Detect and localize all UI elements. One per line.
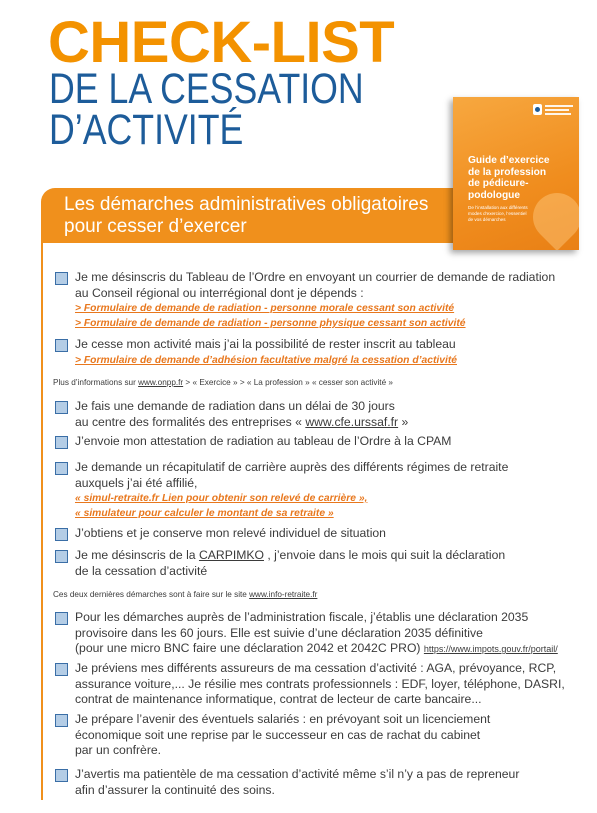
item-text-line — [75, 641, 558, 658]
info-retraite-link[interactable]: www.info-retraite.fr — [249, 590, 318, 599]
checklist-item-assureurs — [0, 661, 597, 706]
checklist-item-text — [75, 661, 565, 708]
checklist-item-radiation-cfe — [0, 399, 597, 429]
checkbox-icon[interactable] — [55, 339, 68, 352]
checkbox-icon[interactable] — [55, 612, 68, 625]
item-text-line: contrat de maintenance informatique, contrat de lecteur de carte bancaire... — [75, 692, 482, 706]
order-logo-icon — [533, 103, 573, 117]
logo-line — [545, 105, 573, 107]
checklist-item-salaries — [0, 712, 597, 757]
item-text-line: par un confrère. — [75, 743, 162, 757]
page-title-line3: D’ACTIVITÉ — [49, 106, 244, 154]
booklet-title-line: de pédicure- — [468, 178, 529, 189]
checklist-item-text — [75, 399, 408, 430]
item-text-segment: » — [398, 414, 409, 429]
booklet-title — [468, 155, 550, 201]
form-link-radiation-personne-physique[interactable]: > Formulaire de demande de radiation - personne physique cessant son activité — [75, 318, 466, 329]
checklist-item-radiation-ordre — [0, 270, 597, 329]
checkbox-icon[interactable] — [55, 528, 68, 541]
onpp-link[interactable]: www.onpp.fr — [138, 378, 184, 387]
checkbox-icon[interactable] — [55, 550, 68, 563]
checklist-item-attestation-cpam — [0, 434, 597, 450]
item-text-line: provisoire dans les 60 jours. Elle est suivie d’une déclaration 2035 définitive — [75, 625, 483, 640]
simulateur-retraite-link[interactable]: « simulateur pour calculer le montant de sa retraite » — [75, 508, 334, 519]
carpimko-link[interactable]: CARPIMKO — [198, 548, 264, 562]
item-text-line — [75, 415, 408, 431]
info-note-onpp — [53, 378, 393, 388]
item-text-line: Je cesse mon activité mais j’ai la possibilité de rester inscrit au tableau — [75, 337, 456, 351]
simul-retraite-link[interactable]: « simul-retraite.fr Lien pour obtenir son relevé de carrière », — [75, 493, 368, 504]
item-text-line: au Conseil régional ou interrégional dont je dépends : — [75, 285, 364, 300]
item-text-segment: Je me désinscris de la — [75, 548, 199, 562]
item-text-line: J’obtiens et je conserve mon relevé individuel de situation — [75, 526, 386, 540]
note-text: Ces deux dernières démarches sont à faire sur le site — [53, 590, 250, 599]
checklist-item-text — [75, 270, 555, 331]
section-banner-line1: Les démarches administratives obligatoires — [64, 194, 429, 215]
item-text-line: économique soit une reprise par le successeur en cas de rachat du cabinet — [75, 727, 481, 742]
booklet-title-line: Guide d’exercice — [468, 155, 550, 166]
item-text-line — [75, 548, 505, 564]
checklist-item-patientele — [0, 767, 597, 797]
logo-line — [545, 109, 569, 111]
note-text: > « Exercice » > « La profession » « cesser son activité » — [183, 378, 393, 387]
item-text-line: Pour les démarches auprès de l’administration fiscale, j’établis une déclaration 2035 — [75, 610, 529, 624]
logo-mark — [533, 104, 542, 115]
item-text-segment: (pour une micro BNC faire une déclaration 2042 et 2042C PRO) — [75, 641, 424, 655]
checklist-item-carpimko — [0, 548, 597, 578]
item-text-line: Je fais une demande de radiation dans un délai de 30 jours — [75, 399, 395, 413]
checklist-item-recapitulatif-carriere — [0, 460, 597, 519]
item-text-line: Je me désinscris du Tableau de l’Ordre en envoyant un courrier de demande de radiation — [75, 270, 556, 284]
checkbox-icon[interactable] — [55, 462, 68, 475]
page-title-line2: DE LA CESSATION — [49, 65, 364, 113]
item-text-line: J’envoie mon attestation de radiation au tableau de l’Ordre à la CPAM — [75, 434, 452, 448]
checklist-item-text — [75, 712, 490, 759]
booklet-subtitle: De l’installation aux différents modes d’exercice, l’essentiel de vos démarches — [468, 205, 528, 222]
item-text-line: J’avertis ma patientèle de ma cessation d’activité même s’il n’y a pas de repreneur — [75, 767, 520, 781]
checklist-item-text — [75, 526, 386, 542]
item-text-line: Je prépare l’avenir des éventuels salariés : en prévoyant soit un licenciement — [75, 712, 491, 726]
item-text-line: assurance voiture,... Je résilie mes contrats professionnels : EDF, loyer, téléphone, DASRI, — [75, 676, 565, 691]
logo-line — [545, 113, 571, 115]
checklist-item-releve-individuel — [0, 526, 597, 542]
section-banner-line2: pour cesser d’exercer — [64, 216, 247, 237]
item-text-segment: , j’envoie dans le mois qui suit la déclaration — [263, 548, 506, 562]
checkbox-icon[interactable] — [55, 436, 68, 449]
checkbox-icon[interactable] — [55, 769, 68, 782]
section-banner — [41, 188, 455, 243]
cfe-urssaf-link[interactable]: www.cfe.urssaf.fr — [305, 414, 399, 429]
page-title-checklist: CHECK-LIST — [48, 10, 395, 75]
checkbox-icon[interactable] — [55, 714, 68, 727]
checkbox-icon[interactable] — [55, 401, 68, 414]
info-note-info-retraite — [53, 590, 317, 600]
item-text-line: de la cessation d’activité — [75, 563, 208, 578]
item-text-line: afin d’assurer la continuité des soins. — [75, 782, 275, 797]
note-text: Plus d’informations sur — [53, 378, 139, 387]
booklet-title-line: podologue — [468, 189, 521, 201]
checklist-item-rester-inscrit — [0, 337, 597, 366]
item-text-line: Je demande un récapitulatif de carrière auprès des différents régimes de retraite — [75, 460, 509, 474]
checklist-item-text — [75, 434, 451, 450]
checklist-item-text — [75, 460, 508, 521]
checklist-item-text — [75, 337, 457, 368]
booklet-title-line: de la profession — [468, 166, 547, 178]
checkbox-icon[interactable] — [55, 272, 68, 285]
item-text-line: auxquels j’ai été affilié, — [75, 475, 198, 490]
impots-gouv-link[interactable]: https://www.impots.gouv.fr/portail/ — [423, 644, 558, 654]
form-link-adhesion-facultative[interactable]: > Formulaire de demande d’adhésion facultative malgré la cessation d’activité — [75, 354, 457, 366]
checklist-item-declaration-fiscale — [0, 610, 597, 655]
booklet-cover — [453, 97, 579, 250]
checklist-item-text — [75, 548, 505, 579]
checklist-item-text — [75, 767, 519, 798]
form-link-radiation-personne-morale[interactable]: > Formulaire de demande de radiation - personne morale cessant son activité — [75, 303, 455, 314]
checkbox-icon[interactable] — [55, 663, 68, 676]
item-text-line: Je préviens mes différents assureurs de ma cessation d’activité : AGA, prévoyance, RCP, — [75, 661, 557, 675]
checklist-item-text — [75, 610, 558, 658]
item-text-segment: au centre des formalités des entreprises « — [75, 414, 306, 429]
